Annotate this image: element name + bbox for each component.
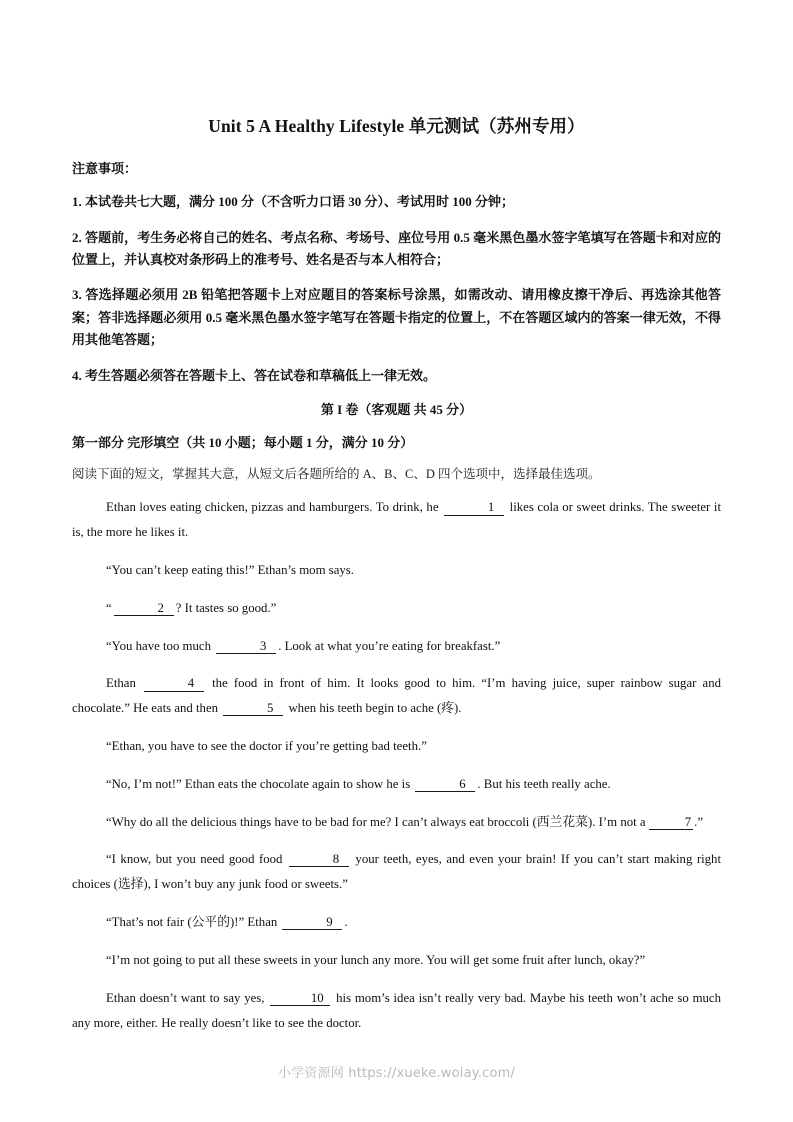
cloze-blank-9[interactable]: 9 bbox=[282, 915, 342, 930]
passage-text: “You have too much bbox=[106, 638, 211, 653]
passage-paragraph-2 bbox=[72, 558, 721, 583]
cloze-blank-5[interactable]: 5 bbox=[223, 701, 283, 716]
passage-text: “That’s not fair (公平的)!” Ethan bbox=[106, 915, 278, 930]
cloze-blank-7[interactable]: 7 bbox=[649, 815, 693, 830]
passage-text: “Why do all the delicious things have to be bad for me? I can’t always eat broccoli (西兰花菜). I’m not a bbox=[106, 814, 646, 829]
passage-text: . Look at what you’re eating for breakfast.” bbox=[278, 638, 501, 653]
passage-paragraph-11 bbox=[72, 948, 721, 973]
cloze-instruction: 阅读下面的短文，掌握其大意，从短文后各题所给的 A、B、C、D 四个选项中，选择最佳选项。 bbox=[72, 467, 601, 482]
passage-text: “ bbox=[106, 600, 112, 615]
notice-heading: 注意事项： bbox=[72, 160, 138, 176]
passage-paragraph-10 bbox=[72, 910, 721, 935]
passage-text: likes cola or sweet drinks. The sweeter it is, the more he likes it. bbox=[72, 500, 721, 540]
passage-paragraph-8 bbox=[72, 810, 721, 835]
passage-text: . But his teeth really ache. bbox=[477, 776, 611, 791]
passage-text: when his teeth begin to ache (疼). bbox=[288, 701, 462, 716]
cloze-blank-1[interactable]: 1 bbox=[444, 500, 504, 515]
passage-paragraph-9 bbox=[72, 847, 721, 897]
passage-paragraph-7 bbox=[72, 772, 721, 797]
passage-paragraph-1 bbox=[72, 495, 721, 545]
part-heading-cloze: 第一部分 完形填空（共 10 小题；每小题 1 分，满分 10 分） bbox=[72, 434, 414, 450]
notice-item-4: 4. 考生答题必须答在答题卡上、答在试卷和草稿低上一律无效。 bbox=[72, 367, 437, 383]
passage-text: “No, I’m not!” Ethan eats the chocolate again to show he is bbox=[106, 776, 411, 791]
cloze-blank-6[interactable]: 6 bbox=[415, 777, 475, 792]
passage-paragraph-12 bbox=[72, 986, 721, 1036]
cloze-blank-2[interactable]: 2 bbox=[114, 601, 174, 616]
passage-paragraph-4 bbox=[72, 634, 721, 659]
passage-text: “You can’t keep eating this!” Ethan’s mom says. bbox=[106, 563, 354, 578]
passage-text: your teeth, eyes, and even your brain! If you can’t start making right choices (选择), I won’t buy any junk food or sweets.” bbox=[72, 852, 722, 892]
passage-text: Ethan loves eating chicken, pizzas and hamburgers. To drink, he bbox=[106, 500, 439, 515]
passage-text: “Ethan, you have to see the doctor if you’re getting bad teeth.” bbox=[106, 739, 427, 754]
passage-paragraph-3 bbox=[72, 596, 721, 621]
passage-paragraph-6 bbox=[72, 734, 721, 759]
watermark: 小学资源网 https://xueke.woiay.com/ bbox=[277, 1066, 516, 1081]
passage-text: the food in front of him. It looks good to him. “I’m having juice, super rainbow sugar and chocolate.” He eats and then bbox=[72, 676, 721, 716]
notice-item-1: 1. 本试卷共七大题，满分 100 分（不含听力口语 30 分）、考试用时 100 分钟； bbox=[72, 194, 515, 210]
passage-text: Ethan bbox=[106, 676, 136, 691]
passage-text: “I’m not going to put all these sweets in your lunch any more. You will get some fruit after lunch, okay?” bbox=[106, 952, 646, 967]
passage-text: .” bbox=[694, 814, 704, 829]
passage-text: “I know, but you need good food bbox=[106, 852, 283, 867]
notice-item-2: 2. 答题前，考生务必将自己的姓名、考点名称、考场号、座位号用 0.5 毫米黑色墨水签字笔填写在答题卡和对应的位置上，并认真校对条形码上的准考号、姓名是否与本人相符合； bbox=[72, 229, 721, 268]
cloze-blank-8[interactable]: 8 bbox=[289, 852, 349, 867]
cloze-blank-4[interactable]: 4 bbox=[144, 676, 204, 691]
passage-paragraph-5 bbox=[72, 671, 721, 721]
cloze-blank-3[interactable]: 3 bbox=[216, 639, 276, 654]
paper-section-heading: 第 I 卷（客观题 共 45 分） bbox=[320, 401, 473, 417]
page-title: Unit 5 A Healthy Lifestyle 单元测试（苏州专用） bbox=[208, 116, 585, 136]
cloze-blank-10[interactable]: 10 bbox=[270, 991, 330, 1006]
notice-item-3: 3. 答选择题必须用 2B 铅笔把答题卡上对应题目的答案标号涂黑，如需改动、请用橡皮擦干净后、再选涂其他答案；答非选择题必须用 0.5 毫米黑色墨水签字笔写在答题卡指定的位置上，不在答题区域内的答案一律无效，不得用其他笔答题； bbox=[72, 287, 721, 348]
passage-text: his mom’s idea isn’t really very bad. Maybe his teeth won’t ache so much any more, either. He really doesn’t like to see the doctor. bbox=[72, 990, 721, 1030]
passage-text: ? It tastes so good.” bbox=[175, 600, 277, 615]
passage-text: . bbox=[344, 915, 348, 930]
passage-text: Ethan doesn’t want to say yes, bbox=[106, 990, 265, 1005]
